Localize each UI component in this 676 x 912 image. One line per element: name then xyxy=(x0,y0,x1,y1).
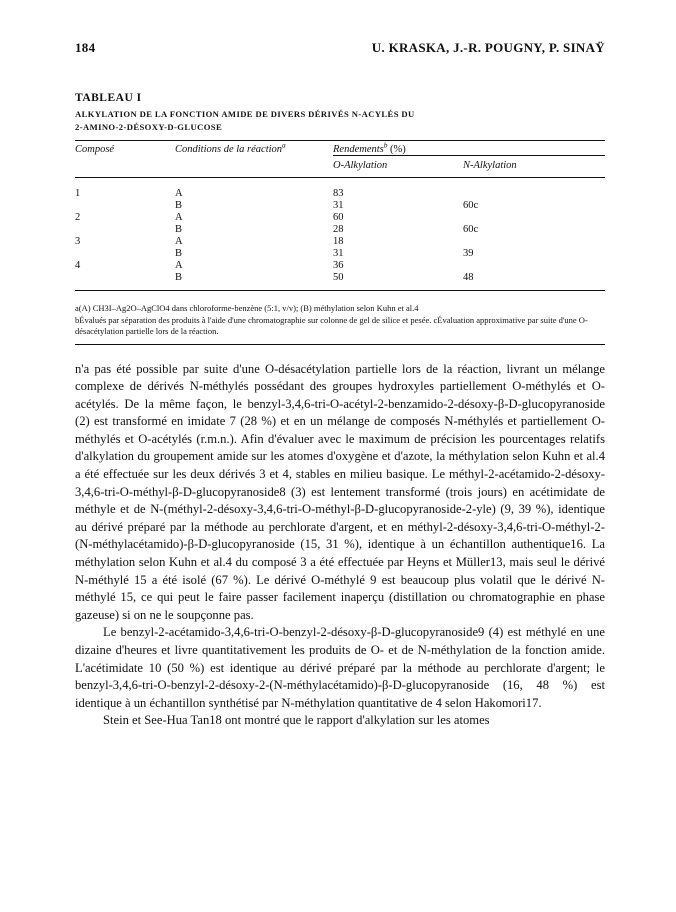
table-cell-cond: B xyxy=(175,200,183,211)
paragraph-1: n'a pas été possible par suite d'une O-désacétylation partielle lors de la réaction, livrant un mélange complexe de dérivés N-méthylés possédant des groupes hydroxyles partiellement O-méthylés et O-acétylés. De la même façon, le benzyl-3,4,6-tri-O-acétyl-2-benzamido-2-désoxy-β-D-glucopyranoside (2) est transformé en imidate 7 (28 %) et en un mélange de composés N-méthylés et partiellement O-méthylés et O-acétylés (r.m.n.). Afin d'évaluer avec le maximum de précision les pourcentages relatifs d'alkylation du groupement amide sur les atomes d'oxygène et d'azote, la méthylation selon Kuhn et al.4 a été effectuée sur les deux dérivés 3 et 4, stables en milieu basique. Le méthyl-2-acétamido-2-désoxy-3,4,6-tri-O-méthyl-β-D-glucopyranoside8 (3) est lentement transformé (trois jours) en acétimidate de méthyle et de N-(méthyl-2-désoxy-3,4,6-tri-O-méthyl-β-D-glucopyranoside-2-yle) (9, 39 %), identique au dérivé préparé par la méthode au perchlorate d'argent, et en méthyl-2-désoxy-3,4,6-tri-O-méthyl-2-(N-méthylacétamido)-β-D-glucopyranoside (15, 31 %), identique à un échantillon authentique16. La méthylation selon Kuhn et al.4 du composé 3 a été effectuée par Heyns et Müller13, mais seul le dérivé N-méthylé 15 a été isolé (67 %). Le dérivé O-méthylé 9 est beaucoup plus volatil que le dérivé N-méthylé 15, ce qui peut le faire passer facilement inaperçu (distillation ou chromatographie en phase gazeuse) si on ne le soupçonne pas. xyxy=(75,361,605,622)
paragraph-2: Le benzyl-2-acétamido-3,4,6-tri-O-benzyl-2-désoxy-β-D-glucopyranoside9 (4) est méthylé en une dizaine d'heures et livre quantitativement les produits de O- et de N-méthylation de la fonction amide. L'acétimidate 10 (50 %) est identique au dérivé préparé par la méthode au perchlorate d'argent; le benzyl-3,4,6-tri-O-benzyl-2-désoxy-2-(N-méthylacétamido)-β-D-glucopyranoside (16, 48 %) est identique à un échantillon synthétisé par N-méthylation quantitative de 4 selon Hakomori17. xyxy=(75,625,605,710)
table-cell-cond: A xyxy=(175,212,183,223)
table-cell-n xyxy=(463,212,605,224)
table-cell-compose: 1 xyxy=(75,188,81,199)
table-row xyxy=(75,212,605,224)
col-header-compose: Composé xyxy=(75,144,115,155)
table-row xyxy=(75,260,605,272)
table-caption-line1: ALKYLATION DE LA FONCTION AMIDE DE DIVERS DÉRIVÉS N-ACYLÉS DU xyxy=(75,109,415,119)
paragraph-3: Stein et See-Hua Tan18 ont montré que le rapport d'alkylation sur les atomes xyxy=(103,713,490,728)
table-cell-compose xyxy=(75,272,175,291)
table-cell-cond: A xyxy=(175,188,183,199)
table-cell-n: 39 xyxy=(463,248,474,259)
page xyxy=(75,40,605,730)
table-label: TABLEAU I xyxy=(75,92,142,104)
table-caption xyxy=(75,108,605,134)
table-cell-compose: 3 xyxy=(75,236,81,247)
col-header-n-alkylation: N-Alkylation xyxy=(463,156,605,178)
page-number: 184 xyxy=(75,40,96,55)
results-table xyxy=(75,140,605,291)
table-cell-n xyxy=(463,188,605,200)
footnote-a: a(A) CH3I–Ag2O–AgClO4 dans chloroforme-benzène (5:1, v/v); (B) méthylation selon Kuhn et al.4 xyxy=(75,303,419,313)
table-cell-n: 60c xyxy=(463,224,479,235)
footnote-bc: bÉvalués par séparation des produits à l'aide d'une chromatographie sur colonne de gel de silice et pesée. cÉvaluation approximative par suite d'une O-désacétylation partielle lors de la réaction. xyxy=(75,314,588,336)
table-cell-compose: 4 xyxy=(75,260,81,271)
col-header-conditions: Conditions de la réaction$^a$ xyxy=(175,140,286,155)
table-row xyxy=(75,224,605,236)
table-row xyxy=(75,236,605,248)
table-cell-n: 48 xyxy=(463,272,474,283)
col-header-rendements: Rendements$^b$ (%) xyxy=(333,140,406,155)
table-cell-compose xyxy=(75,248,175,260)
table-row xyxy=(75,188,605,200)
table-cell-compose: 2 xyxy=(75,212,81,223)
table-cell-cond: A xyxy=(175,260,183,271)
table-cell-o: 60 xyxy=(333,212,344,223)
running-header xyxy=(75,40,605,58)
table-cell-o: 36 xyxy=(333,260,344,271)
table-caption-line2: 2-AMINO-2-DÉSOXY-D-GLUCOSE xyxy=(75,122,223,132)
table-cell-o: 18 xyxy=(333,236,344,247)
table-row xyxy=(75,200,605,212)
table-cell-o: 50 xyxy=(333,272,344,283)
running-authors: U. KRASKA, J.-R. POUGNY, P. SINAŸ xyxy=(371,40,605,55)
table-row xyxy=(75,248,605,260)
table-cell-cond: B xyxy=(175,272,183,283)
table-cell-o: 83 xyxy=(333,188,344,199)
table-cell-n xyxy=(463,260,605,272)
table-cell-o: 28 xyxy=(333,224,344,235)
table-cell-n: 60c xyxy=(463,200,479,211)
table-cell-o: 31 xyxy=(333,248,344,259)
body-text xyxy=(75,361,605,730)
table-row xyxy=(75,272,605,291)
table-cell-n xyxy=(463,236,605,248)
table-footnotes xyxy=(75,303,605,345)
table-cell-compose xyxy=(75,200,175,212)
table-cell-cond: B xyxy=(175,224,183,235)
table-cell-cond: A xyxy=(175,236,183,247)
table-cell-compose xyxy=(75,224,175,236)
table-cell-o: 31 xyxy=(333,200,344,211)
col-header-o-alkylation: O-Alkylation xyxy=(333,156,463,178)
table-cell-cond: B xyxy=(175,248,183,259)
